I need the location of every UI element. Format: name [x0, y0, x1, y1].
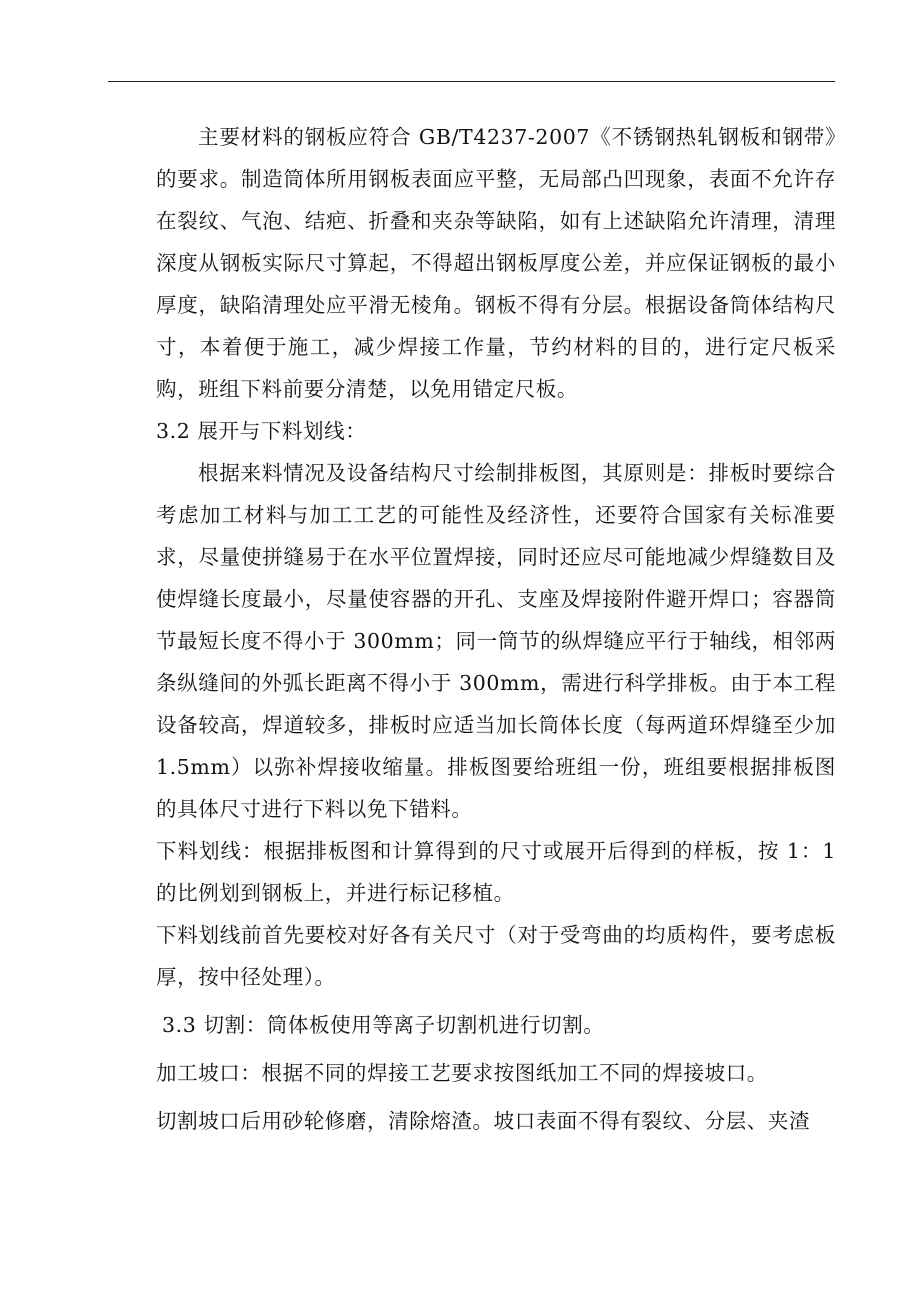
paragraph-steel-plate-requirements: 主要材料的钢板应符合 GB/T4237-2007《不锈钢热轧钢板和钢带》的要求。制造筒体所用钢板表面应平整，无局部凸凹现象，表面不允许存在裂纹、气泡、结疤、折叠和夹杂等缺陷，如有上述缺陷允许清理，清理深度从钢板实际尺寸算起，不得超出钢板厚度公差，并应保证钢板的最小厚度，缺陷清理处应平滑无棱角。钢板不得有分层。根据设备筒体结构尺寸，本着便于施工，减少焊接工作量，节约材料的目的，进行定尺板采购，班组下料前要分清楚，以免用错定尺板。	[156, 125, 836, 401]
paragraph-marking: 下料划线：根据排板图和计算得到的尺寸或展开后得到的样板，按 1：1 的比例划到钢板上，并进行标记移植。	[156, 839, 836, 905]
paragraph-bevel-grinding: 切割坡口后用砂轮修磨，清除熔渣。坡口表面不得有裂纹、分层、夹渣	[156, 1109, 811, 1133]
section-heading-3-3: 3.3 切割：筒体板使用等离子切割机进行切割。	[162, 1013, 605, 1037]
paragraph-layout-drawing: 根据来料情况及设备结构尺寸绘制排板图，其原则是：排板时要综合考虑加工材料与加工工艺的可能性及经济性，还要符合国家有关标准要求，尽量使拼缝易于在水平位置焊接，同时还应尽可能地减少焊缝数目及使焊缝长度最小，尽量使容器的开孔、支座及焊接附件避开焊口；容器筒节最短长度不得小于 300mm；同一筒节的纵焊缝应平行于轴线，相邻两条纵缝间的外弧长距离不得小于 300mm，需进行科学排板。由于本工程设备较高，焊道较多，排板时应适当加长筒体长度（每两道环焊缝至少加 1.5mm）以弥补焊接收缩量。排板图要给班组一份，班组要根据排板图的具体尺寸进行下料以免下错料。	[156, 461, 836, 821]
section-heading-3-2: 3.2 展开与下料划线：	[156, 419, 367, 443]
header-rule	[108, 81, 835, 82]
document-body	[156, 116, 836, 1142]
paragraph-bevel-processing: 加工坡口：根据不同的焊接工艺要求按图纸加工不同的焊接坡口。	[156, 1061, 768, 1085]
paragraph-marking-check: 下料划线前首先要校对好各有关尺寸（对于受弯曲的均质构件，要考虑板厚，按中径处理）。	[156, 923, 836, 989]
